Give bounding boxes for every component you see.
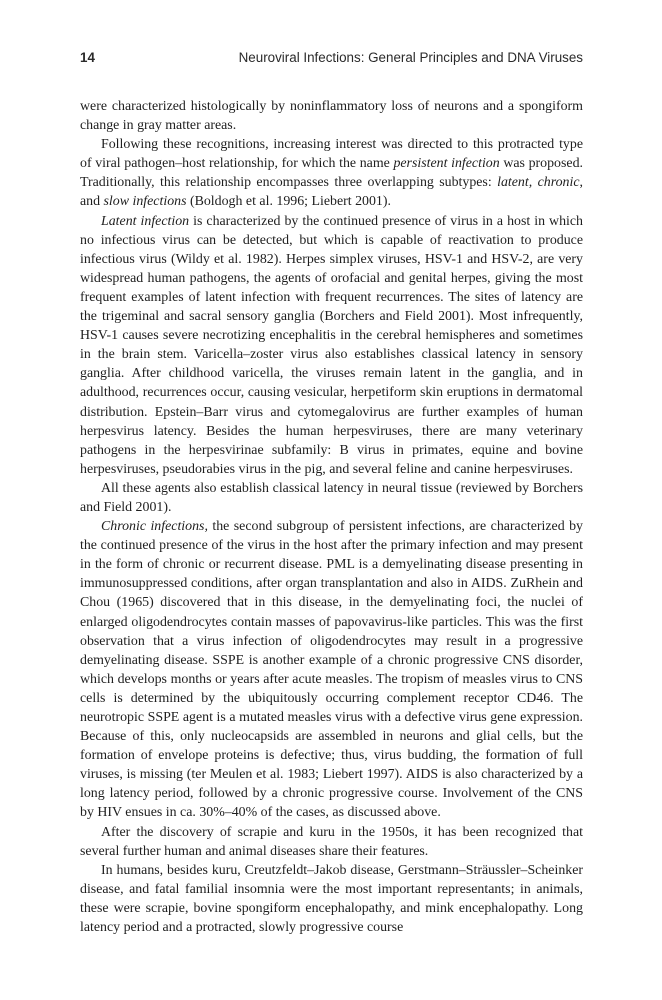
text-run: were characterized histologically by noninflammatory loss of neurons and a spongiform change in gray matter areas.	[80, 99, 583, 134]
paragraph	[80, 212, 583, 479]
text-run: was proposed. Traditionally, this relationship encompasses three overlapping subtypes:	[80, 156, 583, 191]
italic-term: slow infections	[103, 194, 187, 210]
italic-term: Chronic infections,	[101, 519, 208, 535]
book-page	[80, 50, 583, 937]
text-run: In humans, besides kuru, Creutzfeldt–Jakob disease, Gerstmann–Sträussler–Scheinker disease, and fatal familial insomnia were the most important representants; in animals, these were scrapie, bovine spongiform encephalopathy, and mink encephalopathy. Long latency period and a protracted, slowly progressive course	[80, 862, 583, 936]
running-header-title: Neuroviral Infections: General Principles and DNA Viruses	[238, 50, 583, 65]
text-run: is characterized by the continued presence of virus in a host in which no infectious virus can be detected, but which is capable of reactivation to produce infectious virus (Wildy et al. 1982). Herpes simplex viruses, HSV-1 and HSV-2, are very widespread human pathogens, the agents of orofacial and genital herpes, giving the most frequent examples of latent infection with frequent recurrences. The sites of latency are the trigeminal and sacral sensory ganglia (Borchers and Field 2001). Most infrequently, HSV-1 causes severe necrotizing encephalitis in the cerebral hemispheres and sometimes in the brain stem. Varicella–zoster virus also establishes classical latency in sensory ganglia. After childhood varicella, the viruses remain latent in the ganglia, and in adulthood, recurrences occur, causing vesicular, herpetiform skin eruptions in dermatomal distribution. Epstein–Barr virus and cytomegalovirus are further examples of human herpesvirus latency. Besides the human herpesviruses, there are many veterinary pathogens in the herpesvirinae subfamily: B virus in primates, equine and bovine herpesviruses, pseudorabies virus in the pig, and several feline and canine herpesviruses.	[80, 213, 583, 477]
paragraph	[80, 135, 583, 211]
text-run: Following these recognitions, increasing interest was directed to this protracted type of viral pathogen–host relationship, for which the name	[80, 137, 583, 172]
italic-term: latent, chronic	[497, 175, 580, 191]
text-run: After the discovery of scrapie and kuru in the 1950s, it has been recognized that several further human and animal diseases share their features.	[80, 824, 583, 859]
paragraph	[80, 861, 583, 937]
paragraph	[80, 823, 583, 861]
running-header	[80, 50, 583, 72]
italic-term: Latent infection	[101, 213, 190, 229]
text-run: the second subgroup of persistent infections, are characterized by the continued presence of the virus in the host after the primary infection and may present in the form of chronic or recurrent disease. PML is a demyelinating disease presenting in immunosuppressed conditions, after organ transplantation and also in AIDS. ZuRhein and Chou (1965) discovered that in this disease, in the demyelinating foci, the nuclei of enlarged oligodendrocytes contain masses of papovavirus-like particles. This was the first observation that a virus infection of oligodendrocytes may result in a progressive demyelinating disease. SSPE is another example of a chronic progressive CNS disorder, which develops months or years after acute measles. The tropism of measles virus to CNS cells is determined by the ubiquitously occurring complement receptor CD46. The neurotropic SSPE agent is a mutated measles virus with a defective virus gene expression. Because of this, only nucleocapsids are assembled in neurons and glial cells, but the formation of envelope proteins is defective; thus, virus budding, the formation of full viruses, is missing (ter Meulen et al. 1983; Liebert 1997). AIDS is also characterized by a long latency period, followed by a chronic progressive course. Involvement of the CNS by HIV ensues in ca. 30%–40% of the cases, as discussed above.	[80, 519, 583, 821]
body-text	[80, 97, 583, 937]
paragraph	[80, 517, 583, 823]
text-run: , and	[80, 175, 583, 210]
paragraph	[80, 97, 583, 135]
paragraph	[80, 479, 583, 517]
text-run: (Boldogh et al. 1996; Liebert 2001).	[186, 194, 391, 210]
text-run: All these agents also establish classical latency in neural tissue (reviewed by Borchers and Field 2001).	[80, 480, 583, 515]
italic-term: persistent infection	[393, 156, 500, 172]
page-number: 14	[80, 50, 95, 65]
